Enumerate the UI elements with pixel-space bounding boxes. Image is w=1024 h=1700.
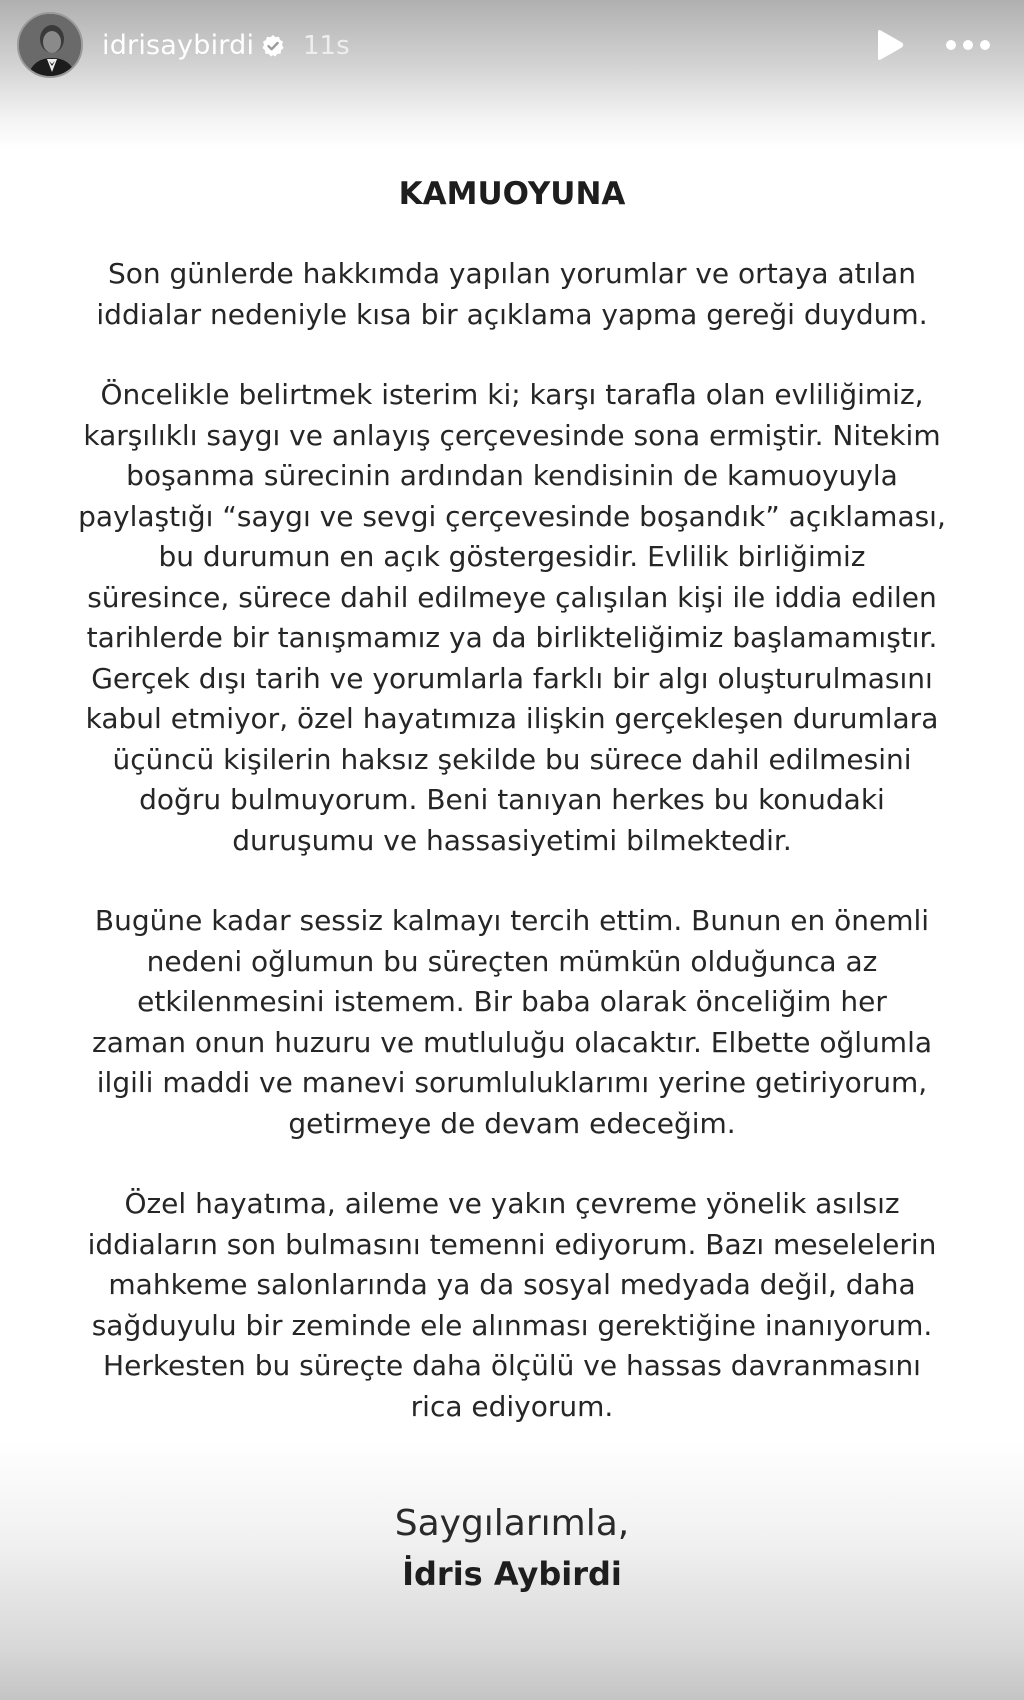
closing-line: Saygılarımla,: [394, 1503, 630, 1544]
statement-line: boşanma sürecinin ardından kendisinin de kamuoyuyla: [126, 459, 898, 492]
statement-line: mahkeme salonlarında ya da sosyal medyada değil, daha: [108, 1268, 916, 1301]
statement-line: Herkesten bu süreçte daha ölçülü ve hassas davranmasını: [103, 1349, 921, 1382]
statement-line: karşılıklı saygı ve anlayış çerçevesinde sona ermiştir. Nitekim: [83, 418, 941, 452]
statement-line: etkilenmesini istemem. Bir baba olarak önceliğim her: [137, 985, 887, 1018]
statement-line: duruşumu ve hassasiyetimi bilmektedir.: [232, 823, 792, 857]
statement-line: ilgili maddi ve manevi sorumluluklarımı yerine getiriyorum,: [96, 1066, 928, 1099]
post-time: 11s: [303, 31, 350, 61]
statement-paragraph: [52, 375, 972, 861]
statement-title: KAMUOYUNA: [398, 176, 626, 212]
statement-line: Öncelikle belirtmek isterim ki; karşı tarafla olan evliliğimiz,: [100, 378, 924, 411]
more-options-icon[interactable]: [944, 36, 992, 54]
statement-line: getirmeye de devam edeceğim.: [288, 1106, 736, 1140]
statement-line: Özel hayatıma, aileme ve yakın çevreme yönelik asılsız: [124, 1187, 900, 1220]
signature-block: [52, 1498, 972, 1598]
statement-line: doğru bulmuyorum. Beni tanıyan herkes bu konudaki: [139, 783, 885, 816]
statement-body: [52, 254, 972, 1427]
story-header: [0, 0, 1024, 96]
avatar-image: [19, 14, 83, 78]
statement-line: paylaştığı “saygı ve sevgi çerçevesinde boşandık” açıklaması,: [78, 499, 946, 533]
statement-line: Gerçek dışı tarih ve yorumlarla farklı bir algı oluşturulmasını: [91, 661, 933, 695]
statement-line: sağduyulu bir zeminde ele alınması gerektiğine inanıyorum.: [91, 1308, 933, 1342]
statement-text: [52, 168, 972, 1467]
username[interactable]: idrisaybirdi: [102, 30, 255, 61]
statement-line: iddiaların son bulmasını temenni ediyorum. Bazı meselelerin: [87, 1227, 937, 1261]
statement-line: Bugüne kadar sessiz kalmayı tercih ettim. Bunun en önemli: [94, 904, 930, 937]
statement-paragraph: [52, 1184, 972, 1427]
statement-paragraph: [52, 254, 972, 335]
statement-line: Son günlerde hakkımda yapılan yorumlar ve ortaya atılan: [107, 257, 917, 290]
verified-badge-icon: [261, 34, 285, 58]
play-icon[interactable]: [874, 28, 906, 62]
statement-paragraph: [52, 901, 972, 1144]
statement-line: rica ediyorum.: [410, 1389, 614, 1423]
statement-line: zaman onun huzuru ve mutluluğu olacaktır. Elbette oğlumla: [92, 1025, 932, 1059]
statement-line: tarihlerde bir tanışmamız ya da birlikteliğimiz başlamamıştır.: [86, 621, 938, 654]
statement-line: süresince, sürece dahil edilmeye çalışılan kişi ile iddia edilen: [87, 580, 937, 614]
statement-line: nedeni oğlumun bu süreçten mümkün olduğunca az: [146, 944, 878, 978]
statement-line: üçüncü kişilerin haksız şekilde bu sürece dahil edilmesini: [112, 742, 912, 776]
statement-line: bu durumun en açık göstergesidir. Evlilik birliğimiz: [158, 540, 866, 573]
profile-avatar[interactable]: [17, 12, 83, 78]
statement-line: iddialar nedeniyle kısa bir açıklama yapma gereği duydum.: [96, 297, 928, 331]
signature-name: İdris Aybirdi: [402, 1555, 622, 1593]
statement-line: kabul etmiyor, özel hayatımıza ilişkin gerçekleşen durumlara: [85, 702, 939, 735]
